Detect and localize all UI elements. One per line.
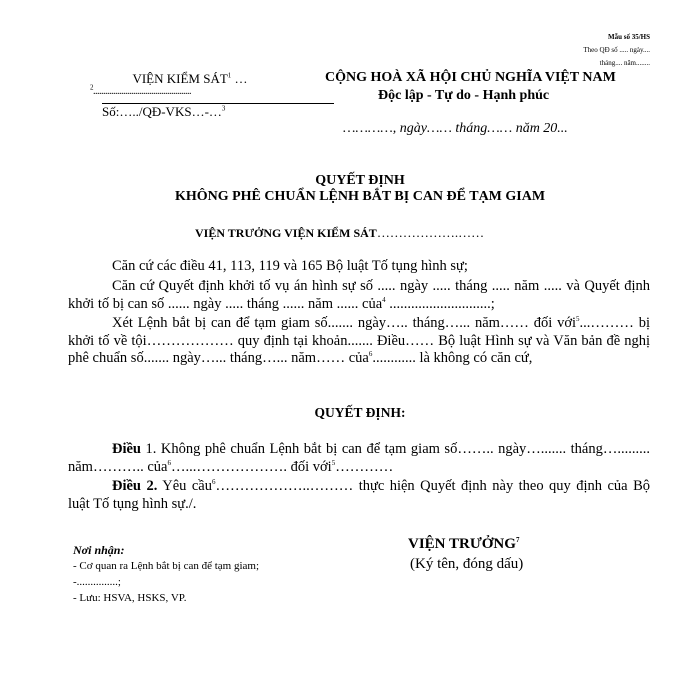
- signer-title: VIỆN TRƯỞNG$^7$: [408, 536, 520, 552]
- document-subtitle: KHÔNG PHÊ CHUẨN LỆNH BẮT BỊ CAN ĐỂ TẠM GIAM: [174, 189, 546, 204]
- article-2: Điều 2. Yêu cầu$^6$………………..……… thực hiện Quyết định này theo quy định của Bộ luật Tố tụng hình sự./.: [68, 478, 650, 512]
- decision-heading: QUYẾT ĐỊNH:: [314, 405, 406, 420]
- footnote-ref: 2: [90, 83, 93, 92]
- recipients-block: [73, 542, 259, 606]
- footnote-ref: 5: [576, 315, 580, 324]
- footnote-ref: 6: [211, 478, 216, 487]
- country-name: CỘNG HOÀ XÃ HỘI CHỦ NGHĨA VIỆT NAM: [325, 70, 616, 85]
- article-1: Điều 1. Không phê chuẩn Lệnh bắt bị can để tạm giam số…….. ngày…....... tháng…......... năm……….. của$^6$…...………………. đối với$^5$…………: [68, 441, 650, 475]
- footnote-ref: 6: [368, 350, 373, 359]
- document-number: Số:…../QĐ-VKS…-…$^3$: [102, 104, 226, 119]
- form-code-decision: Theo QĐ số ..... ngày....: [583, 46, 650, 54]
- footnote-ref: 7: [515, 536, 520, 544]
- form-code-number: Mẫu số 35/HS: [607, 33, 650, 41]
- issuing-authority: VIỆN TRƯỞNG VIỆN KIỂM SÁT……………….……: [195, 225, 485, 240]
- recipient-item: -...............;: [73, 576, 121, 588]
- footnote-ref: 1: [227, 71, 232, 80]
- recipient-item: - Cơ quan ra Lệnh bắt bị can để tạm giam;: [73, 560, 260, 572]
- national-motto: Độc lập - Tự do - Hạnh phúc: [378, 88, 550, 103]
- agency-name: VIỆN KIỂM SÁT$^1$ …: [132, 71, 248, 86]
- footnote-ref: 5: [331, 458, 336, 467]
- signature-note: (Ký tên, đóng dấu): [410, 556, 524, 572]
- recipient-item: - Lưu: HSVA, HSKS, VP.: [73, 592, 187, 604]
- legal-basis-paragraph: Căn cứ các điều 41, 113, 119 và 165 Bộ luật Tố tụng hình sự;: [112, 258, 468, 274]
- recipients-heading: Nơi nhận:: [73, 543, 125, 557]
- consideration-paragraph: Xét Lệnh bắt bị can để tạm giam số....... ngày….. tháng…... năm…… đối với$^5$...……… bị khởi tố về tội……………… quy định tại khoản....... Điều…… Bộ luật Hình sự và Văn bản đề nghị phê chuẩn số....... ngày…... tháng…... năm…… của$^6$............ là không có căn cứ,: [68, 315, 650, 366]
- form-code: [540, 31, 650, 70]
- footnote-ref: 6: [167, 458, 171, 467]
- form-code-date: tháng.... năm........: [599, 59, 650, 67]
- sub-agency-line: $^2$.................................................: [90, 83, 191, 97]
- footnote-ref: 4: [382, 295, 386, 304]
- footnote-ref: 3: [221, 104, 226, 113]
- document-title: QUYẾT ĐỊNH: [315, 173, 405, 188]
- place-date: …………, ngày…… tháng…… năm 20...: [343, 121, 568, 136]
- prosecution-basis-paragraph: Căn cứ Quyết định khởi tố vụ án hình sự số ..... ngày ..... tháng ..... năm ..... và Quyết định khởi tố bị can số ...... ngày ..... tháng ...... năm ...... của$^4$ ............................;: [68, 278, 650, 312]
